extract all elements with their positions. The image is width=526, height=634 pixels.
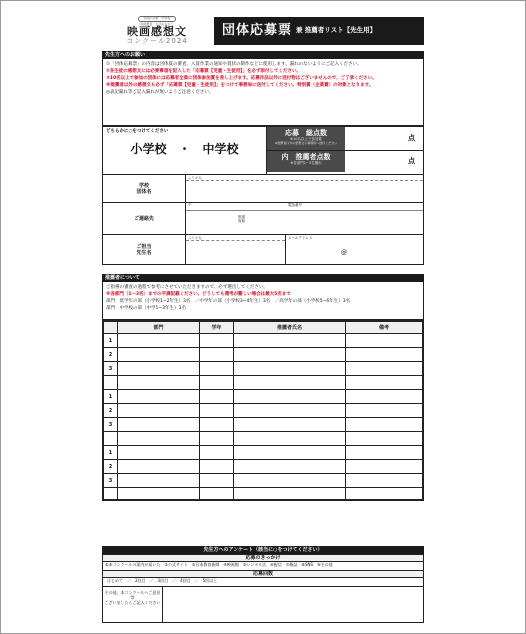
recommender-row xyxy=(104,446,423,460)
category-cell[interactable] xyxy=(118,474,200,488)
recommender-row xyxy=(104,362,423,376)
recommender-row xyxy=(104,474,423,488)
circle-hint: どちらかに○をつけてください xyxy=(106,129,169,134)
category-cell[interactable] xyxy=(118,348,200,362)
name-cell[interactable] xyxy=(234,334,346,348)
category-cell[interactable] xyxy=(118,362,200,376)
note-line-4: ※推薦者以外の感想文も必ず「応募票【児童・生徒用】」をつけて事務局に送付してください。特別賞（企業賞）の対象となります。 xyxy=(106,83,374,88)
category-cell[interactable] xyxy=(118,446,200,460)
recommend-points-label-box xyxy=(267,151,345,172)
recommender-row xyxy=(104,390,423,404)
spacer-cell xyxy=(118,376,200,390)
grade-cell[interactable] xyxy=(200,446,234,460)
category-cell[interactable] xyxy=(118,404,200,418)
spacer-cell xyxy=(118,432,200,446)
recommenders-line-4: 部門：中学校の部（中学1~3年生）3名 xyxy=(106,306,186,311)
grade-cell[interactable] xyxy=(200,390,234,404)
row-number: 3 xyxy=(104,418,118,432)
teacher-name-input[interactable] xyxy=(185,235,285,264)
prefecture-label: 都道 府県 xyxy=(238,215,245,224)
notes-cell[interactable] xyxy=(346,362,423,376)
spacer-cell xyxy=(200,488,234,500)
row-number: 1 xyxy=(104,334,118,348)
contact-row xyxy=(103,202,423,234)
contact-label: ご連絡先 xyxy=(133,215,154,222)
recommenders-heading: 推薦者について xyxy=(102,274,424,282)
notes-cell[interactable] xyxy=(346,404,423,418)
school-name-label: 学校 団体名 xyxy=(136,182,152,195)
total-points-unit: 点 xyxy=(408,134,415,142)
row-number: 2 xyxy=(104,460,118,474)
category-cell[interactable] xyxy=(118,334,200,348)
row-number: 2 xyxy=(104,404,118,418)
category-cell[interactable] xyxy=(118,460,200,474)
survey-comment-label: その他、本コンクールへご意見等 ございましたらご記入ください xyxy=(103,587,163,622)
recommender-row xyxy=(104,404,423,418)
school-type-options: 小学校 ・ 中学校 xyxy=(130,142,239,157)
spacer-cell xyxy=(346,432,423,446)
recommend-points-unit: 点 xyxy=(408,157,415,165)
email-input[interactable] xyxy=(285,235,423,264)
notes-cell[interactable] xyxy=(346,474,423,488)
recommender-row xyxy=(104,334,423,348)
logo-main-text: 映画感想文 xyxy=(127,25,187,39)
total-points-input[interactable] xyxy=(345,127,423,150)
row-number: 1 xyxy=(104,446,118,460)
name-cell[interactable] xyxy=(234,446,346,460)
recommenders-line-1: ご指導の審査の過程で参考にさせていただきますので、必ず選出してください。 xyxy=(106,285,268,290)
grade-cell[interactable] xyxy=(200,404,234,418)
col-number xyxy=(104,322,118,334)
col-notes: 備考 xyxy=(346,322,423,334)
spacer-cell xyxy=(346,376,423,390)
name-cell[interactable] xyxy=(234,404,346,418)
col-grade: 学年 xyxy=(200,322,234,334)
notes-heading: 先生方へのお願い xyxy=(102,51,424,59)
spacer-cell xyxy=(104,376,118,390)
notes-cell[interactable] xyxy=(346,348,423,362)
name-cell[interactable] xyxy=(234,474,346,488)
survey-q1-options[interactable]: ①本コンクールの案内が届いた ②公式サイト ③日本教育新聞 ④映画館 ⑤レンタル店 ⑥配信 ⑦雑誌 ⑧SNS ⑨その他 xyxy=(103,562,423,571)
grade-cell[interactable] xyxy=(200,474,234,488)
notes-cell[interactable] xyxy=(346,418,423,432)
survey-q2-options[interactable]: はじめて ／ 2回目 ／ 3回目 ／ 4回目 ／ 5回以上 xyxy=(103,578,423,587)
note-line-1: ①「団体応募票」の内容は団体賞の審査、入賞作業の通知や賞状の制作などに使用します。漏れのないようにご記入ください。 xyxy=(106,62,362,67)
grade-cell[interactable] xyxy=(200,334,234,348)
spacer-row xyxy=(104,432,423,446)
category-cell[interactable] xyxy=(118,390,200,404)
school-type-cell[interactable] xyxy=(103,127,266,174)
school-info-form xyxy=(102,126,424,265)
spacer-row xyxy=(104,376,423,390)
total-points-label-box xyxy=(267,127,345,150)
recommend-points-note: ※各部門1~3名選出 xyxy=(290,161,322,166)
recommender-row xyxy=(104,418,423,432)
grade-cell[interactable] xyxy=(200,348,234,362)
spacer-cell xyxy=(104,432,118,446)
col-name: 推薦者氏名 xyxy=(234,322,346,334)
logo-year-text: コンクール2024 xyxy=(126,37,188,46)
survey-comment-input[interactable] xyxy=(163,587,423,622)
spacer-cell xyxy=(234,488,346,500)
row-number: 3 xyxy=(104,362,118,376)
recommender-row xyxy=(104,348,423,362)
note-line-2: ②各生徒の感想文には必要事項を記入した「応募票【児童・生徒用】」を必ず添付してください。 xyxy=(106,69,302,74)
school-type-row xyxy=(103,127,423,174)
notes-cell[interactable] xyxy=(346,390,423,404)
category-cell[interactable] xyxy=(118,418,200,432)
spacer-cell xyxy=(200,432,234,446)
spacer-cell xyxy=(200,376,234,390)
grade-cell[interactable] xyxy=(200,460,234,474)
recommend-points-input[interactable] xyxy=(345,151,423,172)
row-number: 1 xyxy=(104,390,118,404)
name-cell[interactable] xyxy=(234,362,346,376)
postal-mark: 〒 xyxy=(188,203,192,207)
recommenders-line-3: 部門：低学年の部（小学校1~2年生）3名 ／中学年の部（小学校3~4年生）3名 ／高学年の部（小学校5~6年生）3名 xyxy=(106,299,351,304)
name-cell[interactable] xyxy=(234,460,346,474)
spacer-cell xyxy=(104,488,118,500)
survey-q1-title: 応募のきっかけ xyxy=(103,555,423,562)
logo-subtitle: 映画鑑賞・生活のなかで xyxy=(140,21,174,26)
note-line-3: ③10名以上で参加の団体には応募者全員に団体参加賞を差し上げます。応募作品以外に送付物はございませんので、ご了承ください。 xyxy=(106,76,377,81)
total-points-note-1: ※10名以上で参加賞 xyxy=(290,137,322,142)
total-points-label: 応募 総点数 xyxy=(285,129,327,137)
grade-cell[interactable] xyxy=(200,418,234,432)
total-points-note-2: ※推薦者以外の感想文も事務局へ送付ください xyxy=(274,140,338,145)
recommenders-notes xyxy=(102,282,424,320)
survey-box xyxy=(102,554,424,623)
teacher-row xyxy=(103,234,423,264)
spacer-cell xyxy=(234,432,346,446)
phone-label: 電話番号 xyxy=(288,203,302,207)
recommenders-line-2: ※各部門（1～3名）までの平満記載ください。どうしても選考が難しい場合は最大5名まで xyxy=(106,292,291,297)
name-cell[interactable] xyxy=(234,390,346,404)
school-name-furigana: ふりがな xyxy=(186,175,423,181)
grade-cell[interactable] xyxy=(200,362,234,376)
recommenders-table xyxy=(102,320,424,501)
name-cell[interactable] xyxy=(234,418,346,432)
teacher-label: ご担当 先生名 xyxy=(136,243,152,256)
email-label: メールアドレス xyxy=(288,236,313,240)
teacher-furigana: ふりがな xyxy=(186,235,285,241)
recommend-points-label: 内 推薦者点数 xyxy=(281,153,331,161)
survey-heading: 先生方へのアンケート（該当に○をつけてください） xyxy=(102,546,424,554)
contact-input[interactable] xyxy=(185,203,423,234)
notes-cell[interactable] xyxy=(346,446,423,460)
note-line-5: ◎表記漏れ等ご記入漏れが無いようご注意ください。 xyxy=(106,90,214,95)
notes-box xyxy=(102,59,424,126)
spacer-cell xyxy=(346,488,423,500)
form-title: 団体応募票 xyxy=(222,23,293,39)
notes-cell[interactable] xyxy=(346,460,423,474)
contest-logo xyxy=(102,15,212,47)
form-subtitle: 兼 推薦者リスト【先生用】 xyxy=(296,26,377,35)
school-name-input[interactable] xyxy=(185,175,423,202)
survey-q2-title: 応募回数 xyxy=(103,571,423,578)
spacer-row xyxy=(104,488,423,500)
spacer-cell xyxy=(234,376,346,390)
notes-cell[interactable] xyxy=(346,334,423,348)
row-number: 2 xyxy=(104,348,118,362)
form-title-box xyxy=(214,17,424,45)
row-number: 3 xyxy=(104,474,118,488)
email-at-mark: @ xyxy=(341,249,347,256)
points-cell xyxy=(266,127,423,174)
col-category: 部門 xyxy=(118,322,200,334)
school-name-row xyxy=(103,174,423,202)
name-cell[interactable] xyxy=(234,348,346,362)
recommenders-header-row xyxy=(104,322,423,334)
spacer-cell xyxy=(118,488,200,500)
logo-badge: 全国小学校・中学校 xyxy=(138,16,175,22)
entry-form-sheet xyxy=(102,15,424,623)
recommender-row xyxy=(104,460,423,474)
form-header xyxy=(102,15,424,47)
